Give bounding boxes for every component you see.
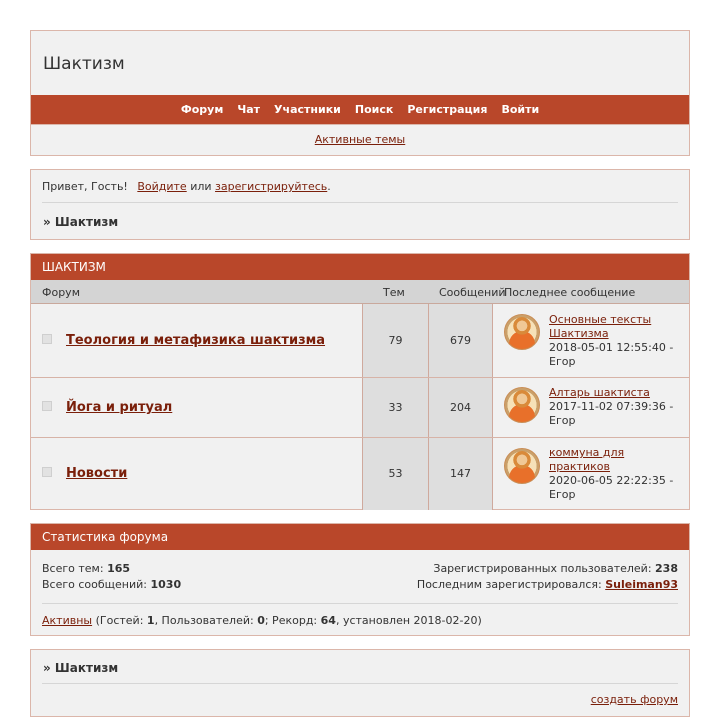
register-link[interactable]: зарегистрируйтесь	[215, 180, 328, 193]
col-last-post: Последнее сообщение	[504, 286, 636, 299]
forum-header	[30, 30, 690, 156]
avatar[interactable]	[504, 387, 540, 423]
topics-count: 53	[388, 467, 403, 480]
forum-row	[31, 378, 689, 438]
or-text: или	[190, 180, 212, 193]
breadcrumb: » Шактизм	[43, 215, 119, 229]
online-line	[42, 614, 482, 627]
nav-register[interactable]: Регистрация	[407, 103, 488, 116]
last-post-author: Егор	[549, 488, 576, 501]
forum-link[interactable]: Новости	[66, 466, 128, 481]
forum-row	[31, 438, 689, 510]
col-posts: Сообщений	[439, 286, 506, 299]
divider	[42, 603, 678, 604]
last-post-cell	[493, 304, 689, 377]
nav-chat[interactable]: Чат	[237, 103, 261, 116]
create-forum-link[interactable]: создать форум	[590, 693, 678, 706]
members-label: , Пользователей:	[154, 614, 254, 627]
topics-count: 33	[388, 401, 403, 414]
posts-cell	[428, 378, 493, 437]
posts-cell	[428, 304, 493, 377]
col-topics: Тем	[383, 286, 405, 299]
topics-cell	[362, 378, 428, 437]
total-topics-label: Всего тем:	[42, 562, 104, 575]
total-posts-label: Всего сообщений:	[42, 578, 147, 591]
record-value: 64	[320, 614, 336, 627]
avatar[interactable]	[504, 448, 540, 484]
last-post-date: 2020-06-05 22:22:35 -	[549, 474, 674, 487]
forum-status-icon	[42, 334, 52, 344]
posts-count: 679	[450, 334, 471, 347]
period-text: .	[327, 180, 331, 193]
last-post-author: Егор	[549, 355, 576, 368]
forum-cell	[31, 304, 362, 377]
topics-cell	[362, 438, 428, 510]
last-registered-label: Последним зарегистрировался:	[416, 578, 602, 591]
sub-navbar	[31, 124, 689, 155]
forum-status-icon	[42, 467, 52, 477]
col-forum: Форум	[42, 286, 80, 299]
total-posts-value: 1030	[150, 578, 182, 591]
last-post-cell	[493, 378, 689, 437]
avatar[interactable]	[504, 314, 540, 350]
forum-row	[31, 304, 689, 378]
last-post-author: Егор	[549, 414, 576, 427]
category-title: ШАКТИЗМ	[31, 254, 689, 280]
posts-count: 147	[450, 467, 471, 480]
topics-cell	[362, 304, 428, 377]
last-post-link[interactable]: Основные тексты Шактизма	[549, 313, 652, 340]
welcome-panel	[30, 169, 690, 240]
forum-status-icon	[42, 401, 52, 411]
forum-stats	[30, 523, 690, 636]
forum-link[interactable]: Йога и ритуал	[66, 400, 173, 415]
posts-count: 204	[450, 401, 471, 414]
last-post-info	[549, 446, 685, 502]
record-date: , установлен 2018-02-20)	[335, 614, 482, 627]
forum-cell	[31, 438, 362, 510]
registered-users-label: Зарегистрированных пользователей:	[433, 562, 652, 575]
last-post-link[interactable]: коммуна для практиков	[549, 446, 625, 473]
forum-link[interactable]: Теология и метафизика шактизма	[66, 333, 326, 348]
site-title: Шактизм	[43, 54, 125, 74]
main-navbar	[31, 95, 689, 124]
active-topics-link[interactable]: Активные темы	[314, 133, 406, 146]
last-post-info	[549, 386, 685, 428]
nav-search[interactable]: Поиск	[354, 103, 394, 116]
last-post-info	[549, 313, 685, 369]
online-link[interactable]: Активны	[42, 614, 93, 627]
column-header	[31, 280, 689, 304]
registered-users-value: 238	[655, 562, 678, 575]
login-link[interactable]: Войдите	[137, 180, 187, 193]
nav-login[interactable]: Войти	[501, 103, 540, 116]
category-block	[30, 253, 690, 510]
last-post-cell	[493, 438, 689, 510]
total-topics-value: 165	[107, 562, 131, 575]
total-posts	[42, 578, 181, 591]
last-post-date: 2018-05-01 12:55:40 -	[549, 341, 674, 354]
footer-panel	[30, 649, 690, 717]
total-topics	[42, 562, 130, 575]
guests-value: 1	[146, 614, 155, 627]
last-post-date: 2017-11-02 07:39:36 -	[549, 400, 674, 413]
forum-cell	[31, 378, 362, 437]
record-label: ; Рекорд:	[264, 614, 318, 627]
last-registered	[417, 578, 678, 591]
members-value: 0	[257, 614, 265, 627]
nav-forum[interactable]: Форум	[180, 103, 224, 116]
guests-label: (Гостей:	[95, 614, 144, 627]
registered-users	[433, 562, 678, 575]
divider	[42, 683, 678, 684]
last-registered-user-link[interactable]: Suleiman93	[605, 578, 678, 591]
greeting-text: Привет, Гость!	[42, 180, 128, 193]
divider	[42, 202, 678, 203]
last-post-link[interactable]: Алтарь шактиста	[549, 386, 650, 399]
topics-count: 79	[388, 334, 403, 347]
greeting-line	[42, 180, 331, 193]
nav-members[interactable]: Участники	[274, 103, 341, 116]
footer-breadcrumb: » Шактизм	[43, 661, 119, 675]
posts-cell	[428, 438, 493, 510]
stats-title: Статистика форума	[31, 524, 689, 550]
